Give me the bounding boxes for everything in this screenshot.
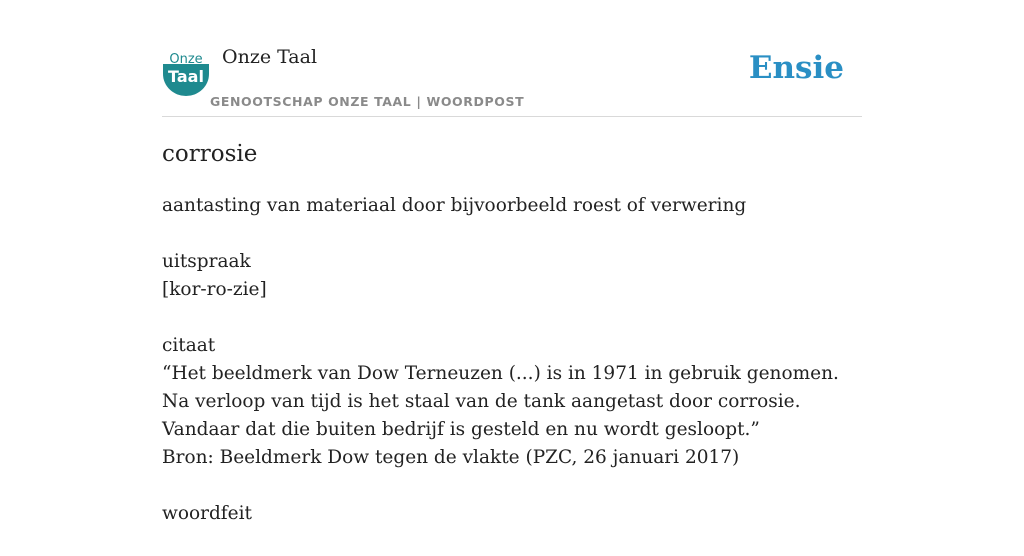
pronunciation-section <box>162 248 862 304</box>
site-header <box>162 40 862 117</box>
entry-term: corrosie <box>162 141 258 167</box>
woordfeit-section <box>162 500 862 528</box>
onze-taal-logo-icon[interactable] <box>162 52 210 96</box>
pronunciation-label: uitspraak <box>162 251 251 272</box>
org-name[interactable]: Onze Taal <box>222 46 318 68</box>
logo-text-top: Onze <box>169 52 203 67</box>
quote-label: citaat <box>162 335 216 356</box>
ensie-brand-link[interactable]: Ensie <box>748 50 844 86</box>
woordfeit-label: woordfeit <box>162 503 252 524</box>
logo-text-bottom: Taal <box>168 67 204 86</box>
pronunciation-value: [kor-ro-zie] <box>162 279 267 300</box>
quote-section <box>162 332 862 472</box>
entry-definition: aantasting van materiaal door bijvoorbeeld roest of verwering <box>162 195 747 216</box>
entry-content <box>162 136 862 556</box>
quote-text: “Het beeldmerk van Dow Terneuzen (...) is in 1971 in gebruik genomen. Na verloop van tijd is het staal van de tank aangetast door corrosie. Vandaar dat die buiten bedrijf is gesteld en nu wordt gesloopt.” <box>162 363 839 440</box>
quote-source: Bron: Beeldmerk Dow tegen de vlakte (PZC, 26 januari 2017) <box>162 447 740 468</box>
org-subline: GENOOTSCHAP ONZE TAAL | WOORDPOST <box>210 94 525 109</box>
